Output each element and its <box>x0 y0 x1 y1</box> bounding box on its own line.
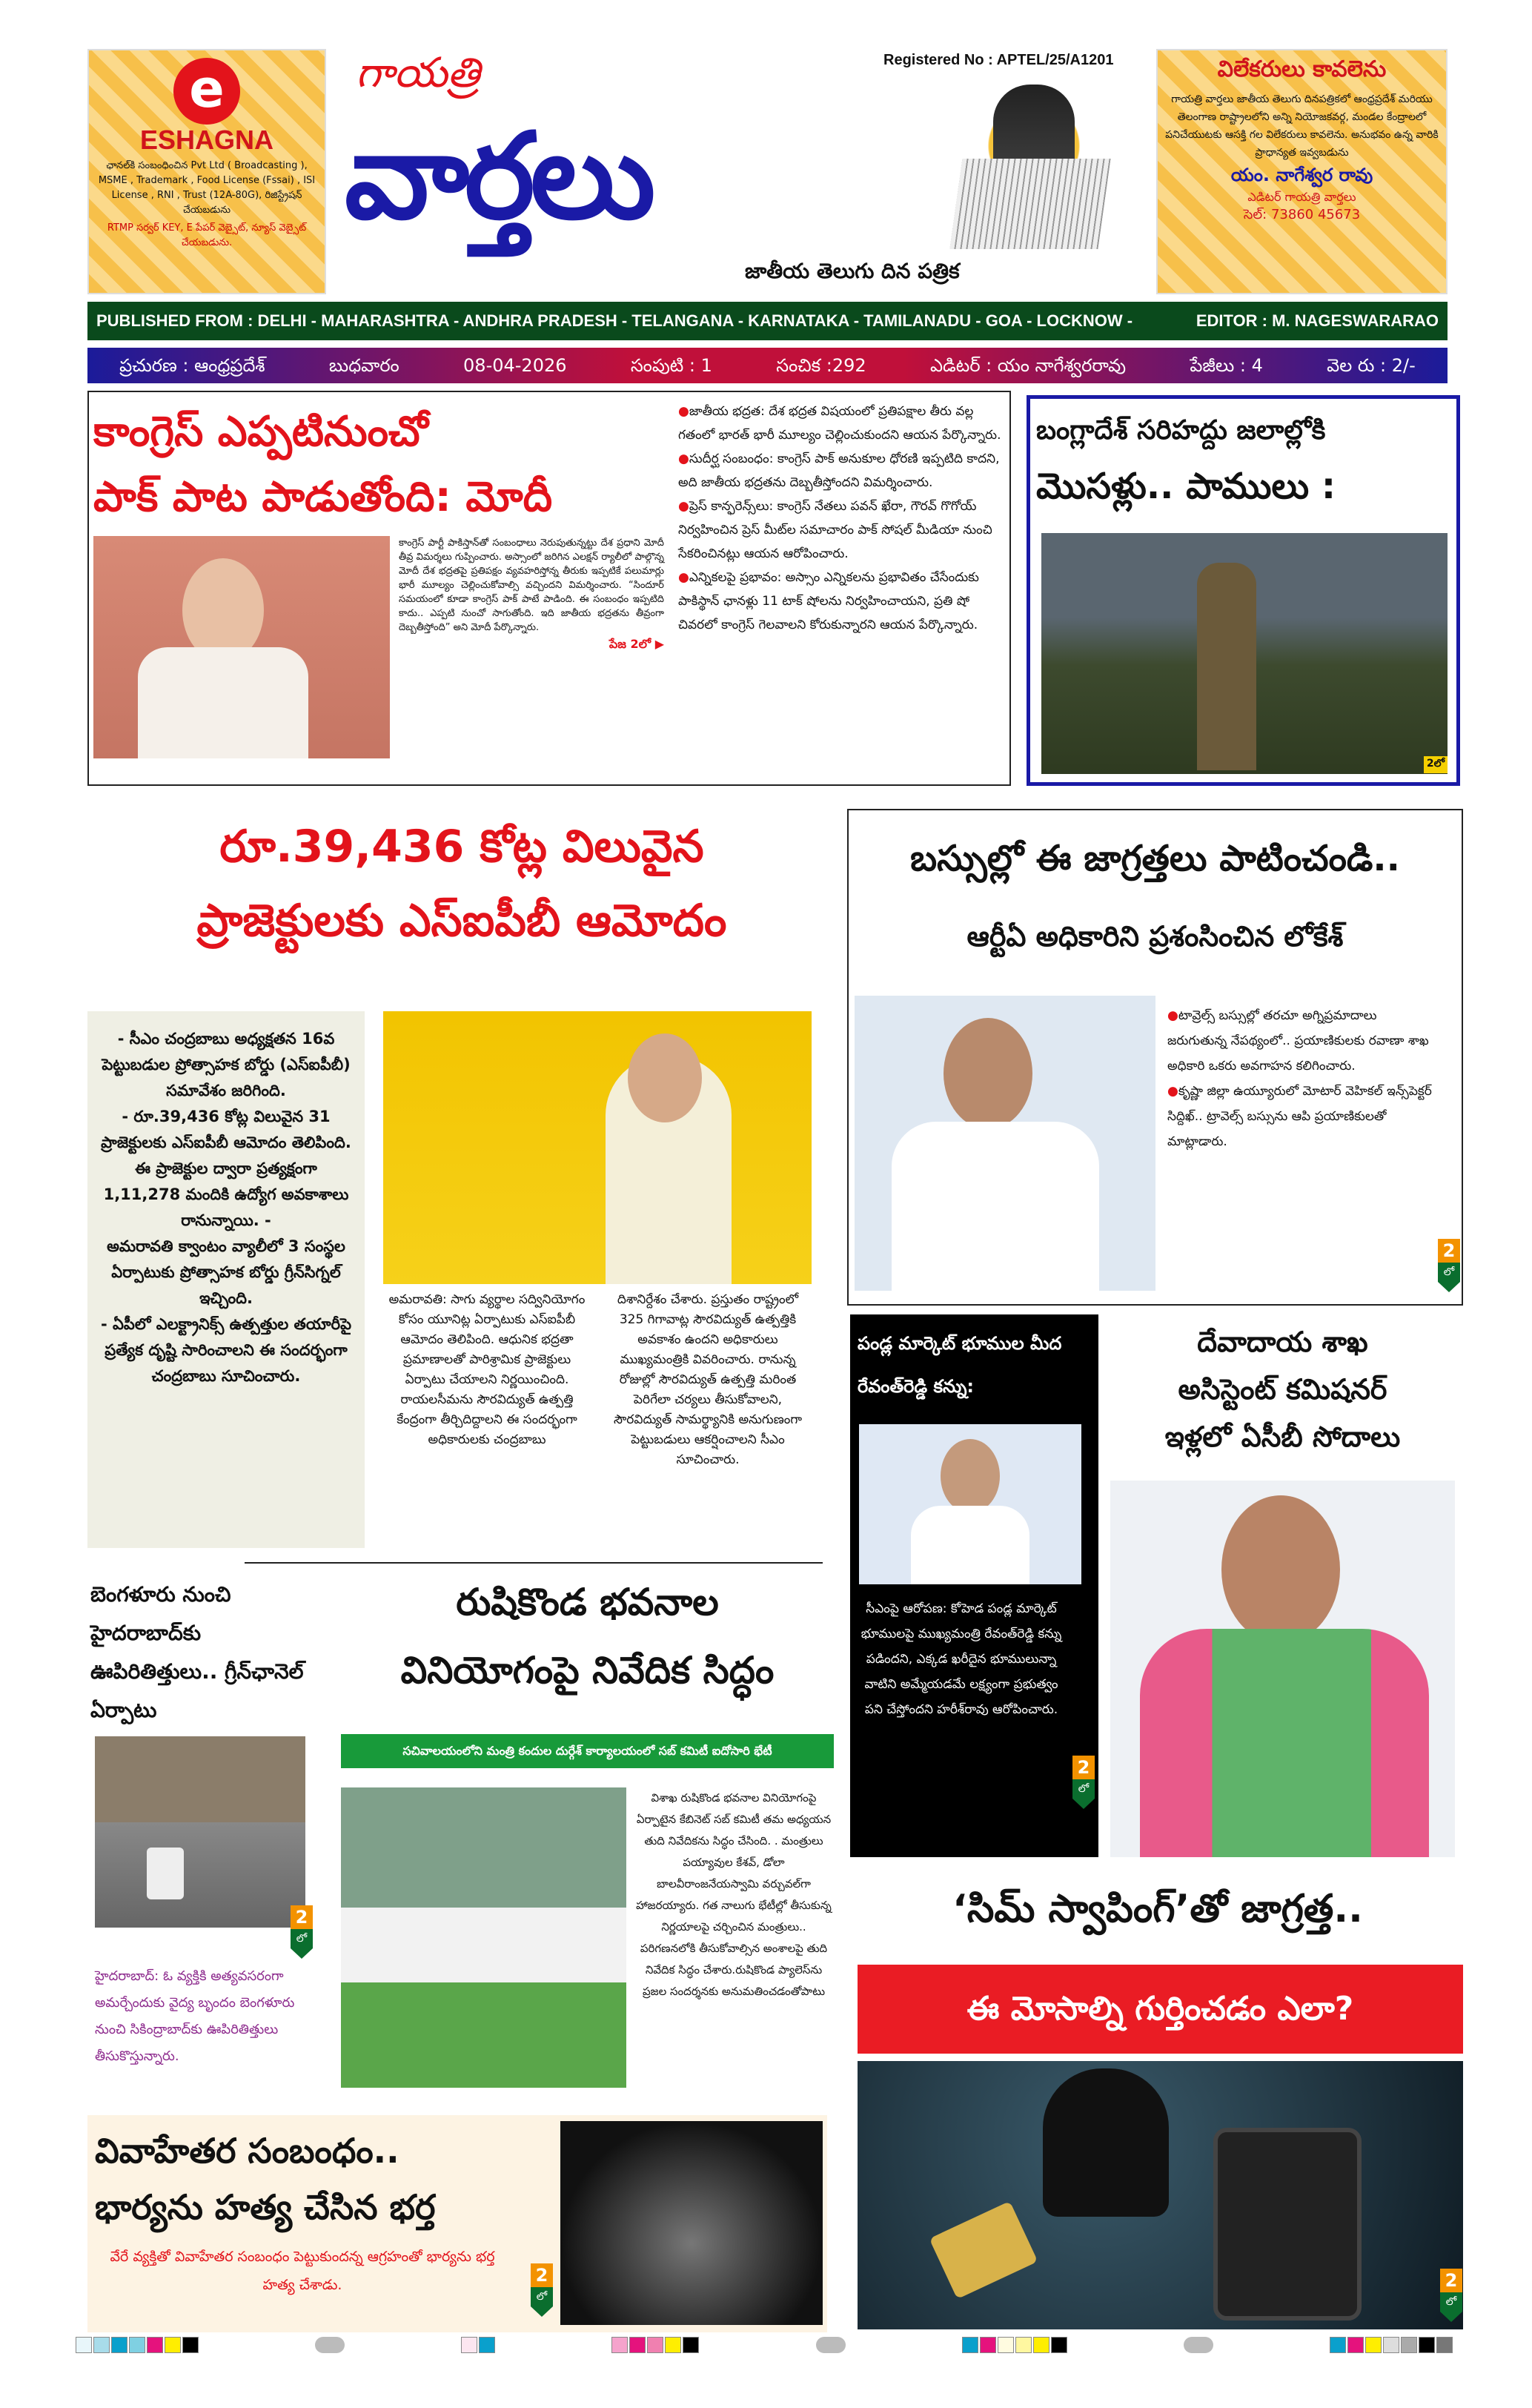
headline: వివాహేతర సంబంధం.. <box>95 2131 399 2171</box>
bullet-item: ●టావ్రెల్స్ బస్సుల్లో తరచూ అగ్నిప్రమాదాలు జరుగుతున్న నేపథ్యంలో.. ప్రయాణికులకు రవాణా శాఖ అధికారి ఒకరు అవగాహన కలిగించారు. <box>1167 1008 1429 1074</box>
headline: ఇళ్లలో ఏసీబీ సోదాలు <box>1164 1420 1401 1453</box>
story-bus[interactable] <box>847 809 1463 1306</box>
page-2-badge[interactable]: 2 లో <box>291 1905 313 1957</box>
green-channel-photo <box>95 1736 305 1928</box>
rushikonda-row <box>341 1787 834 2088</box>
bullet-item: ●కృష్ణా జిల్లా ఉయ్యూరులో మోటార్ వెహికల్ ఇన్స్‌పెక్టర్ సిద్దిఖ్.. ట్రావెల్స్ బస్సును ఆపి ప్రయాణికులతో మాట్లాడారు. <box>1167 1084 1432 1149</box>
page-2-badge[interactable]: 2 లో <box>1440 2269 1462 2321</box>
sidebar-point: - ఏపీలో ఎలక్ట్రానిక్స్ ఉత్పత్తుల తయారీపై ప్రత్యేక దృష్టి సారించాలని ఈ సందర్భంగా చంద్రబాబు సూచించారు. <box>100 1315 352 1385</box>
headline: రూ.39,436 కోట్ల విలువైన <box>219 821 704 873</box>
continued-link[interactable]: పేజ 2లో ▶ <box>609 637 664 651</box>
bullet-item: ●సుదీర్ఘ సంబంధం: కాంగ్రెస్ పాక్ అనుకూల ధోరణి ఇప్పటిది కాదని, అది జాతీయ భద్రతను దెబ్బతీస్తోందని విమర్శించారు. <box>678 452 1000 490</box>
headline: దేవాదాయ శాఖ <box>1197 1326 1368 1358</box>
bullet-list <box>678 400 1004 637</box>
editor: ఎడిటర్ : యం నాగేశ్వరరావు <box>929 355 1127 376</box>
page-2-badge[interactable]: 2 లో <box>1072 1756 1095 1807</box>
modi-photo <box>93 536 390 758</box>
sidebar-point: - రూ.39,436 కోట్ల విలువైన 31 ప్రాజెక్టులకు ఎస్ఐపీబీ ఆమోదం తెలిపింది. <box>101 1108 351 1151</box>
masthead-title: వార్తలు <box>345 107 651 245</box>
ad-text: గాయత్రి వార్తలు జాతీయ తెలుగు దినపత్రికలో ఆంధ్రప్రదేశ్ మరియు తెలంగాణ రాష్ట్రాలలోని అన్ని నియోజకవర్గ, మండల కేంద్రాలలో పనిచేయుటకు ఆసక్తి గల విలేకరులు కావలెను. అనుభవం ఉన్న వారికి ప్రాధాన్యత ఇవ్వబడును <box>1165 93 1439 159</box>
lokesh-photo <box>855 996 1155 1291</box>
eshagna-text2: RTMP సర్వర్ KEY, E పేపర్ వెబ్సైట్, న్యూస్ వెబ్సైట్ చేయబడును. <box>107 222 307 248</box>
headline: బెంగళూరు నుంచి హైదరాబాద్‌కు ఊపిరితిత్తులు.. గ్రీన్‌ఛానెల్ ఏర్పాటు <box>90 1582 304 1722</box>
strap-bar: సచివాలయంలోని మంత్రి కందుల దుర్గేశ్ కార్యాలయంలో సబ్ కమిటీ ఐదోసారి భేటీ <box>341 1734 834 1768</box>
eshagna-text: ఛానల్‌కి సంబంధించిన Pvt Ltd ( Broadcasting ), MSME , Trademark , Food License (Fssai) , ISI License , RNI , Trust (12A-80G), రిజిస్ట్రేషన్ చేయబడును <box>98 160 316 216</box>
ad-name: యం. నాగేశ్వర రావు <box>1230 165 1373 185</box>
modi-left-column <box>93 400 664 758</box>
masthead-title-small: గాయత్రి <box>356 49 480 97</box>
story-murder[interactable] <box>87 2115 827 2332</box>
article-body: వేరే వ్యక్తితో వివాహేతర సంబంధం పెట్టుకుందన్న ఆగ్రహంతో భార్యను భర్త హత్య చేశాడు. <box>110 2249 495 2293</box>
bullet-item: ●ప్రెస్ కాన్ఫరెన్స్‌లు: కాంగ్రెస్ నేతలు పవన్ ఖేరా, గౌరవ్ గొగోయ్ నిర్వహించిన ప్రెస్ మీట్‌ల సమాచారం పాక్ సోషల్ మీడియా నుంచి సేకరించినట్లు ఆయన ఆరోపించారు. <box>678 499 992 561</box>
headline: ప్రాజెక్టులకు ఎస్ఐపీబీ ఆమోదం <box>196 895 727 947</box>
sidebar-point: ఈ ప్రాజెక్టుల ద్వారా ప్రత్యక్షంగా 1,11,278 మందికి ఉద్యోగ అవకాశాలు రానున్నాయి. - <box>103 1160 349 1229</box>
newspaper-reader-illustration <box>926 77 1141 249</box>
registered-number: Registered No : APTEL/25/A1201 <box>883 52 1114 68</box>
editor-name: EDITOR : M. NAGESWARARAO <box>1196 311 1439 330</box>
eshagna-logo: e <box>173 58 240 125</box>
ad-phone: సెల్: 73860 45673 <box>1243 207 1361 222</box>
masthead-tagline: జాతీయ తెలుగు దిన పత్రిక <box>745 259 960 283</box>
story-rushikonda <box>341 1568 834 2088</box>
headline: బస్సుల్లో ఈ జాగ్రత్తలు పాటించండి.. <box>910 838 1400 879</box>
volume: సంపుటి : 1 <box>630 355 712 376</box>
murder-text <box>95 2123 525 2299</box>
chandrababu-photo <box>383 1011 812 1284</box>
bullet-list <box>1167 1003 1434 1154</box>
published-from: PUBLISHED FROM : DELHI - MAHARASHTRA - ANDHRA PRADESH - TELANGANA - KARNATAKA - TAMILANADU - GOA - LOCKNOW - <box>96 311 1133 330</box>
ad-role: ఎడిటర్ గాయత్రి వార్తలు <box>1247 190 1356 204</box>
headline: అసిస్టెంట్ కమిషనర్ <box>1178 1373 1387 1406</box>
bullet-item: ●జాతీయ భద్రత: దేశ భద్రత విషయంలో ప్రతిపక్షాల తీరు వల్ల గతంలో భారత్ భారీ మూల్యం చెల్లించుకుందని ఆయన పేర్కొన్నారు. <box>678 404 1001 443</box>
headline: భార్యను హత్య చేసిన భర్త <box>95 2187 436 2227</box>
hacker-sim-photo[interactable] <box>858 2061 1463 2329</box>
story-bangladesh[interactable] <box>1027 395 1460 786</box>
bangladesh-headlines <box>1036 405 1455 516</box>
issue: సంచిక :292 <box>776 355 866 376</box>
date: 08-04-2026 <box>463 355 567 376</box>
published-bar <box>87 302 1448 340</box>
modi-body-column <box>399 536 664 758</box>
pages: పేజీలు : 4 <box>1190 355 1263 376</box>
weekday: బుధవారం <box>328 355 399 376</box>
harish-photo <box>859 1424 1081 1584</box>
article-body: సీఎంపై ఆరోపణ: కోహెడ పండ్ల మార్కెట్ భూములపై ముఖ్యమంత్రి రేవంత్‌రెడ్డి కన్ను పడిందని, ఎక్కడ ఖరీదైన భూములున్నా వాటిని అమ్మేయడమే లక్ష్యంగా ప్రభుత్వం పని చేస్తోందని హరీశ్‌రావు ఆరోపించారు. <box>860 1601 1062 1717</box>
article-body: కాంగ్రెస్ పార్టీ పాకిస్తాన్‌తో సంబంధాలు నెరుపుతున్నట్టు దేశ ప్రధాని మోదీ తీవ్ర విమర్శలు గుప్పించారు. అస్సాంలో జరిగిన ఎలక్షన్ ర్యాలీలో పాల్గొన్న మోదీ దేశ భద్రతపై ప్రతిపక్షం వ్యవహరిస్తోన్న తీరుకు ఇప్పటికే పలుమార్లు భారీ మూల్యం చెల్లించుకోవాల్సి వచ్చిందని విమర్శించారు. “సిందూర్ సమయంలో కూడా కాంగ్రెస్ పాక్ పాటే పాడింది. ఈ సంబంధం ఇప్పటిది కాదు.. ఎప్పటి నుంచో సాగుతోంది. ఇది జాతీయ భద్రతను తీవ్రంగా దెబ్బతీస్తోంది” అని మోదీ పేర్కొన్నారు. <box>399 538 664 633</box>
article-body: దిశానిర్దేశం చేశారు. ప్రస్తుతం రాష్ట్రంలో 325 గిగావాట్ల సౌరవిద్యుత్ ఉత్పత్తికి అవకాశం ఉందని అధికారులు ముఖ్యమంత్రికి వివరించారు. రానున్న రోజుల్లో సౌరవిద్యుత్ ఉత్పత్తి మరింత పెరిగేలా చర్యలు తీసుకోవాలని, సౌరవిద్యుత్ సామర్థ్యానికి అనుగుణంగా పెట్టుబడులు ఆకర్షించాలని సీఎం సూచించారు. <box>613 1292 803 1467</box>
commissioner-photo[interactable] <box>1110 1481 1455 1857</box>
rushikonda-photo <box>341 1787 626 2088</box>
headline: పాక్ పాట పాడుతోంది: మోదీ <box>93 473 553 521</box>
headline: వినియోగంపై నివేదిక సిద్ధం <box>400 1649 775 1692</box>
sipb-headlines <box>87 810 836 958</box>
bus-headlines <box>849 818 1462 973</box>
info-bar <box>87 348 1448 383</box>
edition: ప్రచురణ : ఆంధ్రప్రదేశ్ <box>119 355 265 376</box>
reporters-wanted-ad <box>1156 49 1448 294</box>
headline: బంగ్లాదేశ్ సరిహద్దు జలాల్లోకి <box>1036 415 1326 446</box>
page-2-badge[interactable]: 2 లో <box>1438 1239 1460 1291</box>
crime-scene-photo <box>560 2121 823 2325</box>
eshagna-brand: ESHAGNA <box>139 125 274 155</box>
banner: ఈ మోసాల్ని గుర్తించడం ఎలా? <box>858 1965 1463 2054</box>
headline: పండ్ల మార్కెట్ భూముల మీద రేవంత్‌రెడ్డి కన్ను: <box>858 1333 1062 1397</box>
sipb-sidebar <box>87 1011 365 1548</box>
headline: ‘సిమ్ స్వాపింగ్’తో జాగ్రత్త.. <box>952 1887 1363 1931</box>
story-harish[interactable] <box>850 1314 1098 1857</box>
story-acb-headline <box>1110 1318 1455 1461</box>
bullet-item: ●ఎన్నికలపై ప్రభావం: అస్సాం ఎన్నికలను ప్రభావితం చేసేందుకు పాకిస్థాన్ ఛానళ్లు 11 టాక్ షోలను నిర్వహించాయని, ప్రతి షో చివరలో కాంగ్రెస్ గెలవాలని కోరుకున్నారని ఆయన పేర్కొన్నారు. <box>678 570 979 632</box>
article-body: అమరావతి: సాగు వ్యర్థాల సద్వినియోగం కోసం యూనిట్ల ఏర్పాటుకు ఎస్ఐపీబీ ఆమోదం తెలిపింది. ఆధునిక భద్రతా ప్రమాణాలతో పారిశ్రామిక ప్రాజెక్టులు ఏర్పాటు చేయాలని నిర్ణయించింది. రాయలసీమను సౌరవిద్యుత్ ఉత్పత్తి కేంద్రంగా తీర్చిదిద్దాలని ఈ సందర్భంగా అధికారులకు చంద్రబాబు <box>388 1292 586 1447</box>
headline: కాంగ్రెస్ ఎప్పటినుంచో <box>93 408 428 456</box>
headline: మొసళ్లు.. పాములు : <box>1036 466 1336 507</box>
page-2-badge[interactable]: 2 లో <box>531 2263 553 2315</box>
print-color-bars <box>76 2337 1454 2355</box>
story-modi[interactable] <box>87 391 1011 786</box>
eshagna-ad <box>87 49 326 294</box>
subheadline: ఆర్టీఏ అధికారిని ప్రశంసించిన లోకేశ్ <box>966 920 1344 953</box>
price: వెల రు : 2/- <box>1327 355 1416 376</box>
article-body: హైదరాబాద్: ఓ వ్యక్తికి అత్యవసరంగా అమర్చేందుకు వైద్య బృందం బెంగళూరు నుంచి సికింద్రాబాద్‌కు ఊపిరితిత్తులు తీసుకొస్తున్నారు. <box>95 1968 295 2064</box>
modi-photo-row <box>93 536 664 758</box>
sidebar-point: - సీఎం చంద్రబాబు అధ్యక్షతన 16వ పెట్టుబడుల ప్రోత్సాహక బోర్డు (ఎస్ఐపీబీ) సమావేశం జరిగింది. <box>102 1030 351 1099</box>
continued-badge[interactable]: 2లో <box>1424 756 1448 773</box>
divider <box>245 1562 823 1564</box>
sidebar-point: అమరావతి క్వాంటం వ్యాలీలో 3 సంస్థల ఏర్పాటుకు ప్రోత్సాహక బోర్డు గ్రీన్‌సిగ్నల్ ఇచ్చింది. <box>107 1237 345 1307</box>
article-body: విశాఖ రుషికొండ భవనాల వినియోగంపై ఏర్పాటైన కేబినెట్ సబ్ కమిటీ తమ అధ్యయన తుది నివేదికను సిద్ధం చేసింది. . మంత్రులు పయ్యావుల కేశవ్, డోలా బాలవీరాంజనేయస్వామి వర్చువల్‌గా హాజరయ్యారు. గత నాలుగు భేటీల్లో తీసుకున్న నిర్ణయాలపై చర్చించిన మంత్రులు.. పరిగణనలోకి తీసుకోవాల్సిన అంశాలపై తుది నివేదిక సిద్ధం చేశారు.రుషికొండ ప్యాలెస్‌ను ప్రజల సందర్శనకు అనుమతించడంతోపాటు <box>636 1791 832 1998</box>
headline: రుషికొండ భవనాల <box>456 1581 719 1624</box>
ad-title: విలేకరులు కావలెను <box>1217 56 1387 82</box>
soldier-photo <box>1041 533 1448 774</box>
